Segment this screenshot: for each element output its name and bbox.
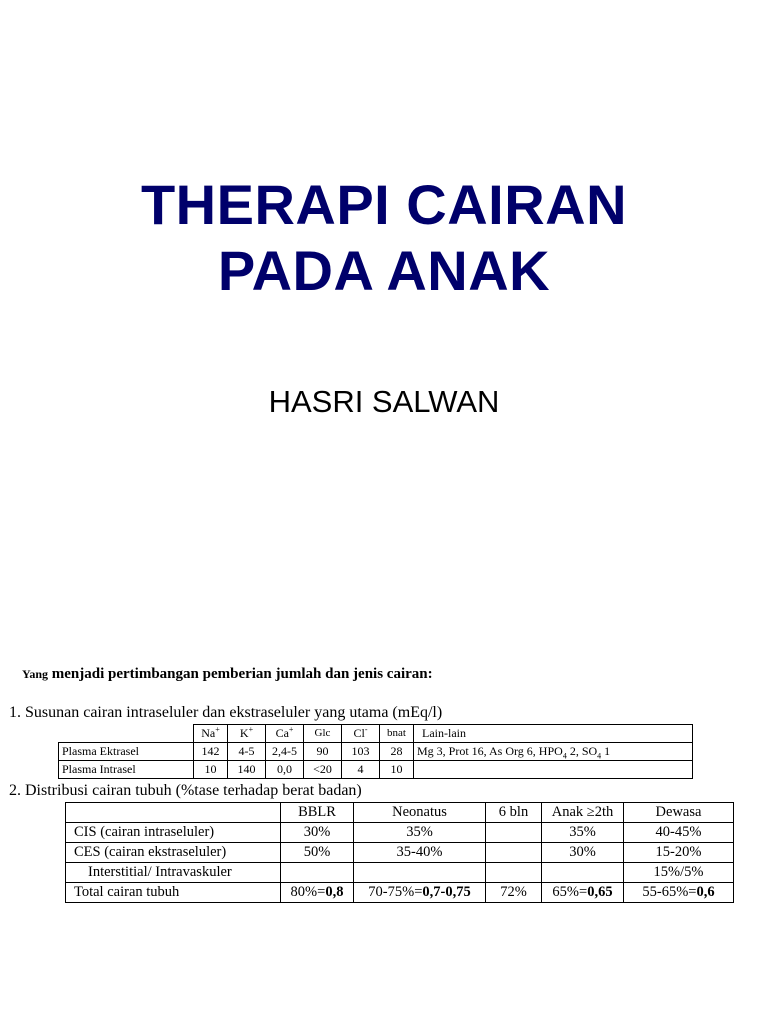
empty-corner-cell [66, 803, 281, 823]
consideration-prefix: Yang [22, 667, 49, 681]
row-label: Plasma Intrasel [59, 761, 194, 779]
table-row [66, 843, 734, 863]
cell-neonatus: 35-40% [354, 843, 486, 863]
consideration-heading [22, 664, 433, 684]
header-glc: Glc [304, 725, 342, 743]
cell-anak: 35% [542, 823, 624, 843]
row-label: CES (cairan ekstraseluler) [66, 843, 281, 863]
header-bblr: BBLR [281, 803, 354, 823]
section-2-heading: 2. Distribusi cairan tubuh (%tase terhadap berat badan) [9, 782, 362, 799]
cell-dewasa: 40-45% [624, 823, 734, 843]
cell-anak: 65%=0,65 [542, 883, 624, 903]
row-label: Plasma Ektrasel [59, 743, 194, 761]
table-row [59, 743, 693, 761]
cell-6-bln: 72% [486, 883, 542, 903]
header-lain-lain: Lain-lain [414, 725, 693, 743]
cell-k: 140 [228, 761, 266, 779]
row-label: CIS (cairan intraseluler) [66, 823, 281, 843]
cell-anak: 30% [542, 843, 624, 863]
row-label: Total cairan tubuh [66, 883, 281, 903]
title-line-1: THERAPI CAIRAN [140, 173, 628, 236]
table-row [66, 863, 734, 883]
cell-glc: <20 [304, 761, 342, 779]
page-title [0, 172, 768, 304]
cell-bblr: 50% [281, 843, 354, 863]
fluid-distribution-table [65, 802, 734, 903]
cell-lain-lain [414, 761, 693, 779]
cell-bblr: 30% [281, 823, 354, 843]
cell-ca: 2,4-5 [266, 743, 304, 761]
cell-bnat: 10 [380, 761, 414, 779]
cell-6-bln [486, 823, 542, 843]
cell-glc: 90 [304, 743, 342, 761]
header-neonatus: Neonatus [354, 803, 486, 823]
cell-na: 142 [194, 743, 228, 761]
cell-cl: 4 [342, 761, 380, 779]
cell-neonatus: 70-75%=0,7-0,75 [354, 883, 486, 903]
cell-lain-lain: Mg 3, Prot 16, As Org 6, $HPO_4$ 2, $SO_4$ 1 [414, 743, 693, 761]
header-anak: Anak ≥2th [542, 803, 624, 823]
header-dewasa: Dewasa [624, 803, 734, 823]
header-ca: Ca+ [266, 725, 304, 743]
table-header-row [59, 725, 693, 743]
cell-k: 4-5 [228, 743, 266, 761]
section-1-heading: 1. Susunan cairan intraseluler dan ekstraseluler yang utama (mEq/l) [9, 704, 443, 721]
cell-cl: 103 [342, 743, 380, 761]
author-name: HASRI SALWAN [268, 384, 500, 419]
cell-dewasa: 15-20% [624, 843, 734, 863]
empty-corner-cell [59, 725, 194, 743]
title-line-2: PADA ANAK [217, 239, 551, 302]
electrolyte-table [58, 724, 693, 779]
table-header-row [66, 803, 734, 823]
cell-bblr: 80%=0,8 [281, 883, 354, 903]
cell-6-bln [486, 843, 542, 863]
cell-anak [542, 863, 624, 883]
cell-bnat: 28 [380, 743, 414, 761]
table-row [66, 823, 734, 843]
cell-bblr [281, 863, 354, 883]
header-cl: Cl- [342, 725, 380, 743]
cell-neonatus: 35% [354, 823, 486, 843]
cell-dewasa: 55-65%=0,6 [624, 883, 734, 903]
cell-na: 10 [194, 761, 228, 779]
header-na: Na+ [194, 725, 228, 743]
row-label: Interstitial/ Intravaskuler [66, 863, 281, 883]
header-bnat: bnat [380, 725, 414, 743]
cell-6-bln [486, 863, 542, 883]
table-total-row [66, 883, 734, 903]
table-row [59, 761, 693, 779]
consideration-text: menjadi pertimbangan pemberian jumlah dan jenis cairan: [51, 666, 433, 682]
cell-dewasa: 15%/5% [624, 863, 734, 883]
header-k: K+ [228, 725, 266, 743]
cell-ca: 0,0 [266, 761, 304, 779]
cell-neonatus [354, 863, 486, 883]
header-6-bln: 6 bln [486, 803, 542, 823]
